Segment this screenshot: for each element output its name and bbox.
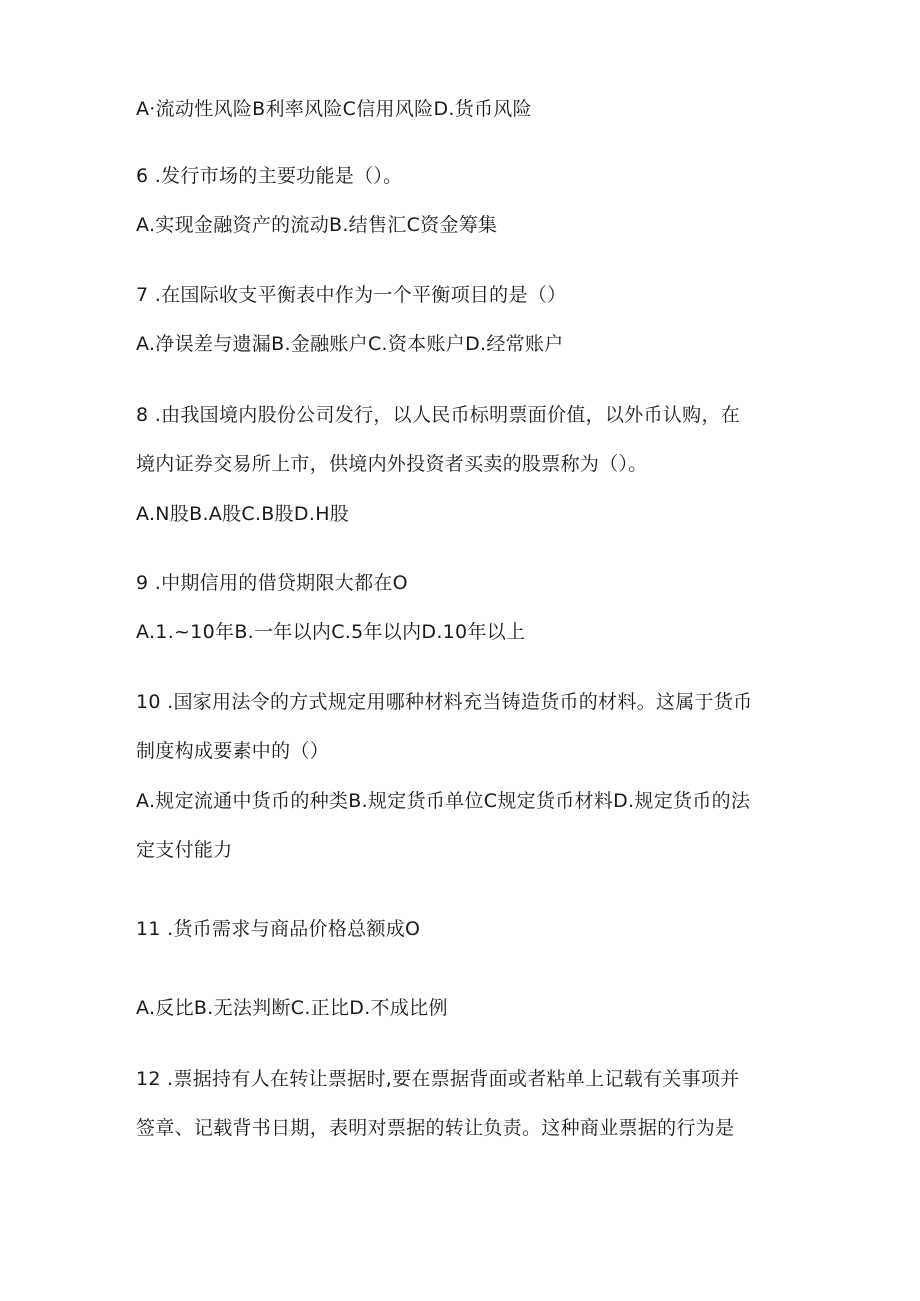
q7-question: 7 .在国际收支平衡表中作为一个平衡项目的是（） [136, 284, 567, 306]
q7-options: A.净误差与遗漏B.金融账户C.资本账户D.经常账户 [136, 333, 564, 355]
q10-question-line-1: 10 .国家用法令的方式规定用哪种材料充当铸造货币的材料。这属于货币 [136, 691, 753, 713]
q10-options-line-2: 定支付能力 [136, 839, 233, 861]
q8-question-line-1: 8 .由我国境内股份公司发行，以人民币标明票面价值，以外币认购，在 [136, 404, 741, 426]
q10-question-line-2: 制度构成要素中的（） [136, 740, 330, 762]
q11-options: A.反比B.无法判断C.正比D.不成比例 [136, 997, 448, 1019]
q12-question-line-1: 12 .票据持有人在转让票据时,要在票据背面或者粘单上记载有关事项并 [136, 1068, 740, 1090]
q5-options: A·流动性风险B利率风险C信用风险D.货币风险 [136, 98, 532, 120]
q11-question: 11 .货币需求与商品价格总额成O [136, 918, 421, 940]
q8-question-line-2: 境内证券交易所上市，供境内外投资者买卖的股票称为（）。 [136, 453, 648, 475]
q9-question: 9 .中期信用的借贷期限大都在O [136, 572, 408, 594]
q6-options: A.实现金融资产的流动B.结售汇C资金筹集 [136, 214, 498, 236]
q9-options: A.1.~10年B.一年以内C.5年以内D.10年以上 [136, 621, 526, 643]
q12-question-line-2: 签章、记载背书日期，表明对票据的转让负责。这种商业票据的行为是 [136, 1117, 735, 1139]
q10-options-line-1: A.规定流通中货币的种类B.规定货币单位C规定货币材料D.规定货币的法 [136, 790, 751, 812]
q6-question: 6 .发行市场的主要功能是（）。 [136, 165, 403, 187]
q8-options: A.N股B.A股C.B股D.H股 [136, 503, 350, 525]
